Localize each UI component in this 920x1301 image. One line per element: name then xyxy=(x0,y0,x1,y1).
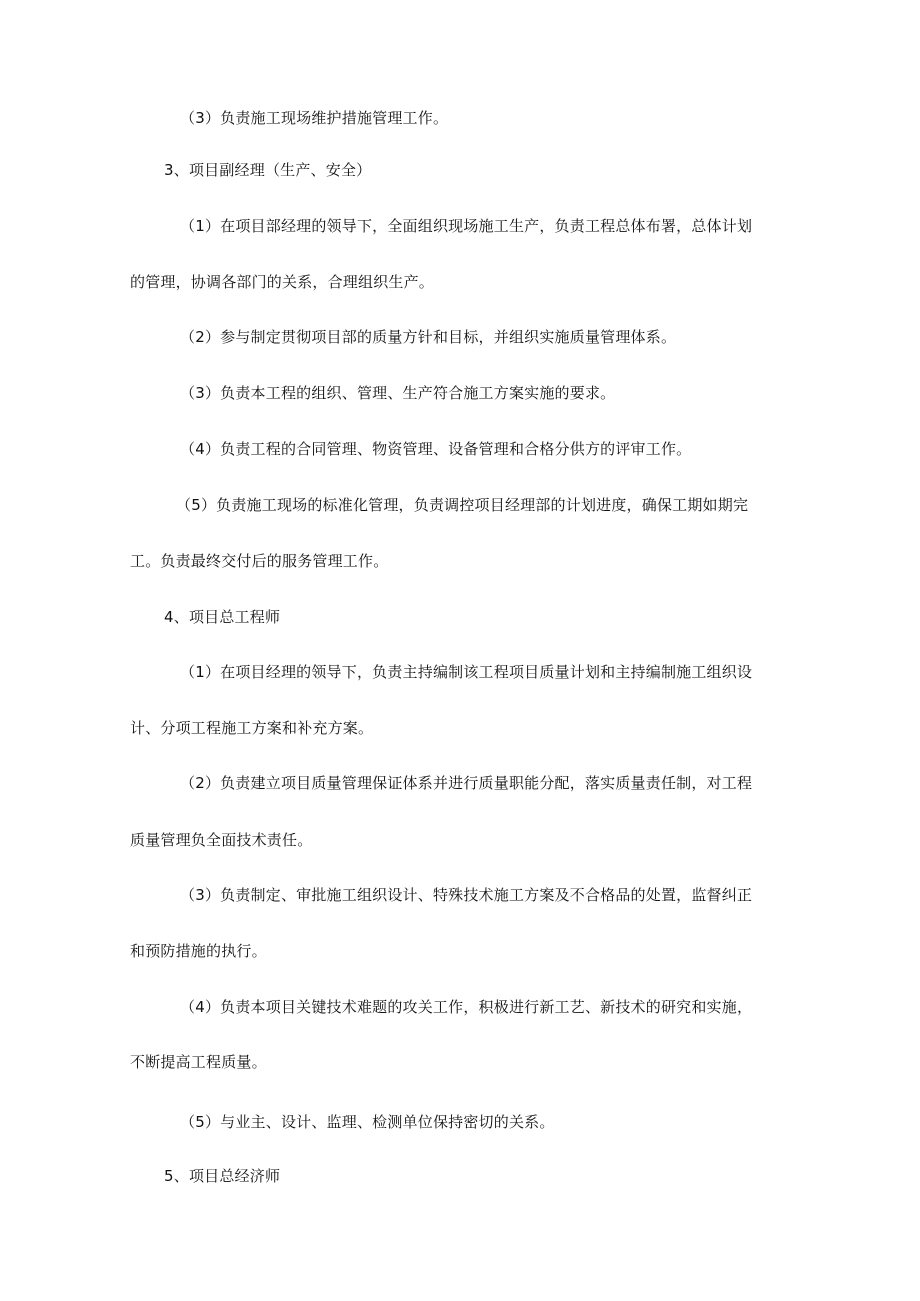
paragraph-line: （4）负责工程的合同管理、物资管理、设备管理和合格分供方的评审工作。 xyxy=(180,440,692,458)
paragraph-continuation: 质量管理负全面技术责任。 xyxy=(130,831,313,849)
paragraph-continuation: 计、分项工程施工方案和补充方案。 xyxy=(130,719,374,737)
paragraph-continuation: 和预防措施的执行。 xyxy=(130,942,267,960)
section-heading: 5、项目总经济师 xyxy=(164,1167,281,1185)
section-heading: 3、项目副经理（生产、安全） xyxy=(164,161,372,179)
paragraph-line: （3）负责制定、审批施工组织设计、特殊技术施工方案及不合格品的处置，监督纠正 xyxy=(180,886,753,904)
paragraph-line: （3）负责本工程的组织、管理、生产符合施工方案实施的要求。 xyxy=(180,384,616,402)
paragraph-line: （2）参与制定贯彻项目部的质量方针和目标，并组织实施质量管理体系。 xyxy=(180,328,677,346)
paragraph-line: （1）在项目部经理的领导下，全面组织现场施工生产，负责工程总体布署，总体计划 xyxy=(180,217,753,235)
paragraph-line: （2）负责建立项目质量管理保证体系并进行质量职能分配，落实质量责任制，对工程 xyxy=(180,774,753,792)
paragraph-line: （5）负责施工现场的标准化管理，负责调控项目经理部的计划进度，确保工期如期完 xyxy=(176,496,749,514)
paragraph-continuation: 的管理，协调各部门的关系，合理组织生产。 xyxy=(130,273,435,291)
paragraph-continuation: 不断提高工程质量。 xyxy=(130,1053,267,1071)
paragraph-line: （4）负责本项目关键技术难题的攻关工作，积极进行新工艺、新技术的研究和实施， xyxy=(180,998,753,1016)
paragraph-line: （5）与业主、设计、监理、检测单位保持密切的关系。 xyxy=(180,1113,555,1131)
paragraph-continuation: 工。负责最终交付后的服务管理工作。 xyxy=(130,552,389,570)
paragraph-line: （1）在项目经理的领导下，负责主持编制该工程项目质量计划和主持编制施工组织设 xyxy=(180,663,753,681)
paragraph-line: （3）负责施工现场维护措施管理工作。 xyxy=(180,109,449,127)
section-heading: 4、项目总工程师 xyxy=(164,608,281,626)
